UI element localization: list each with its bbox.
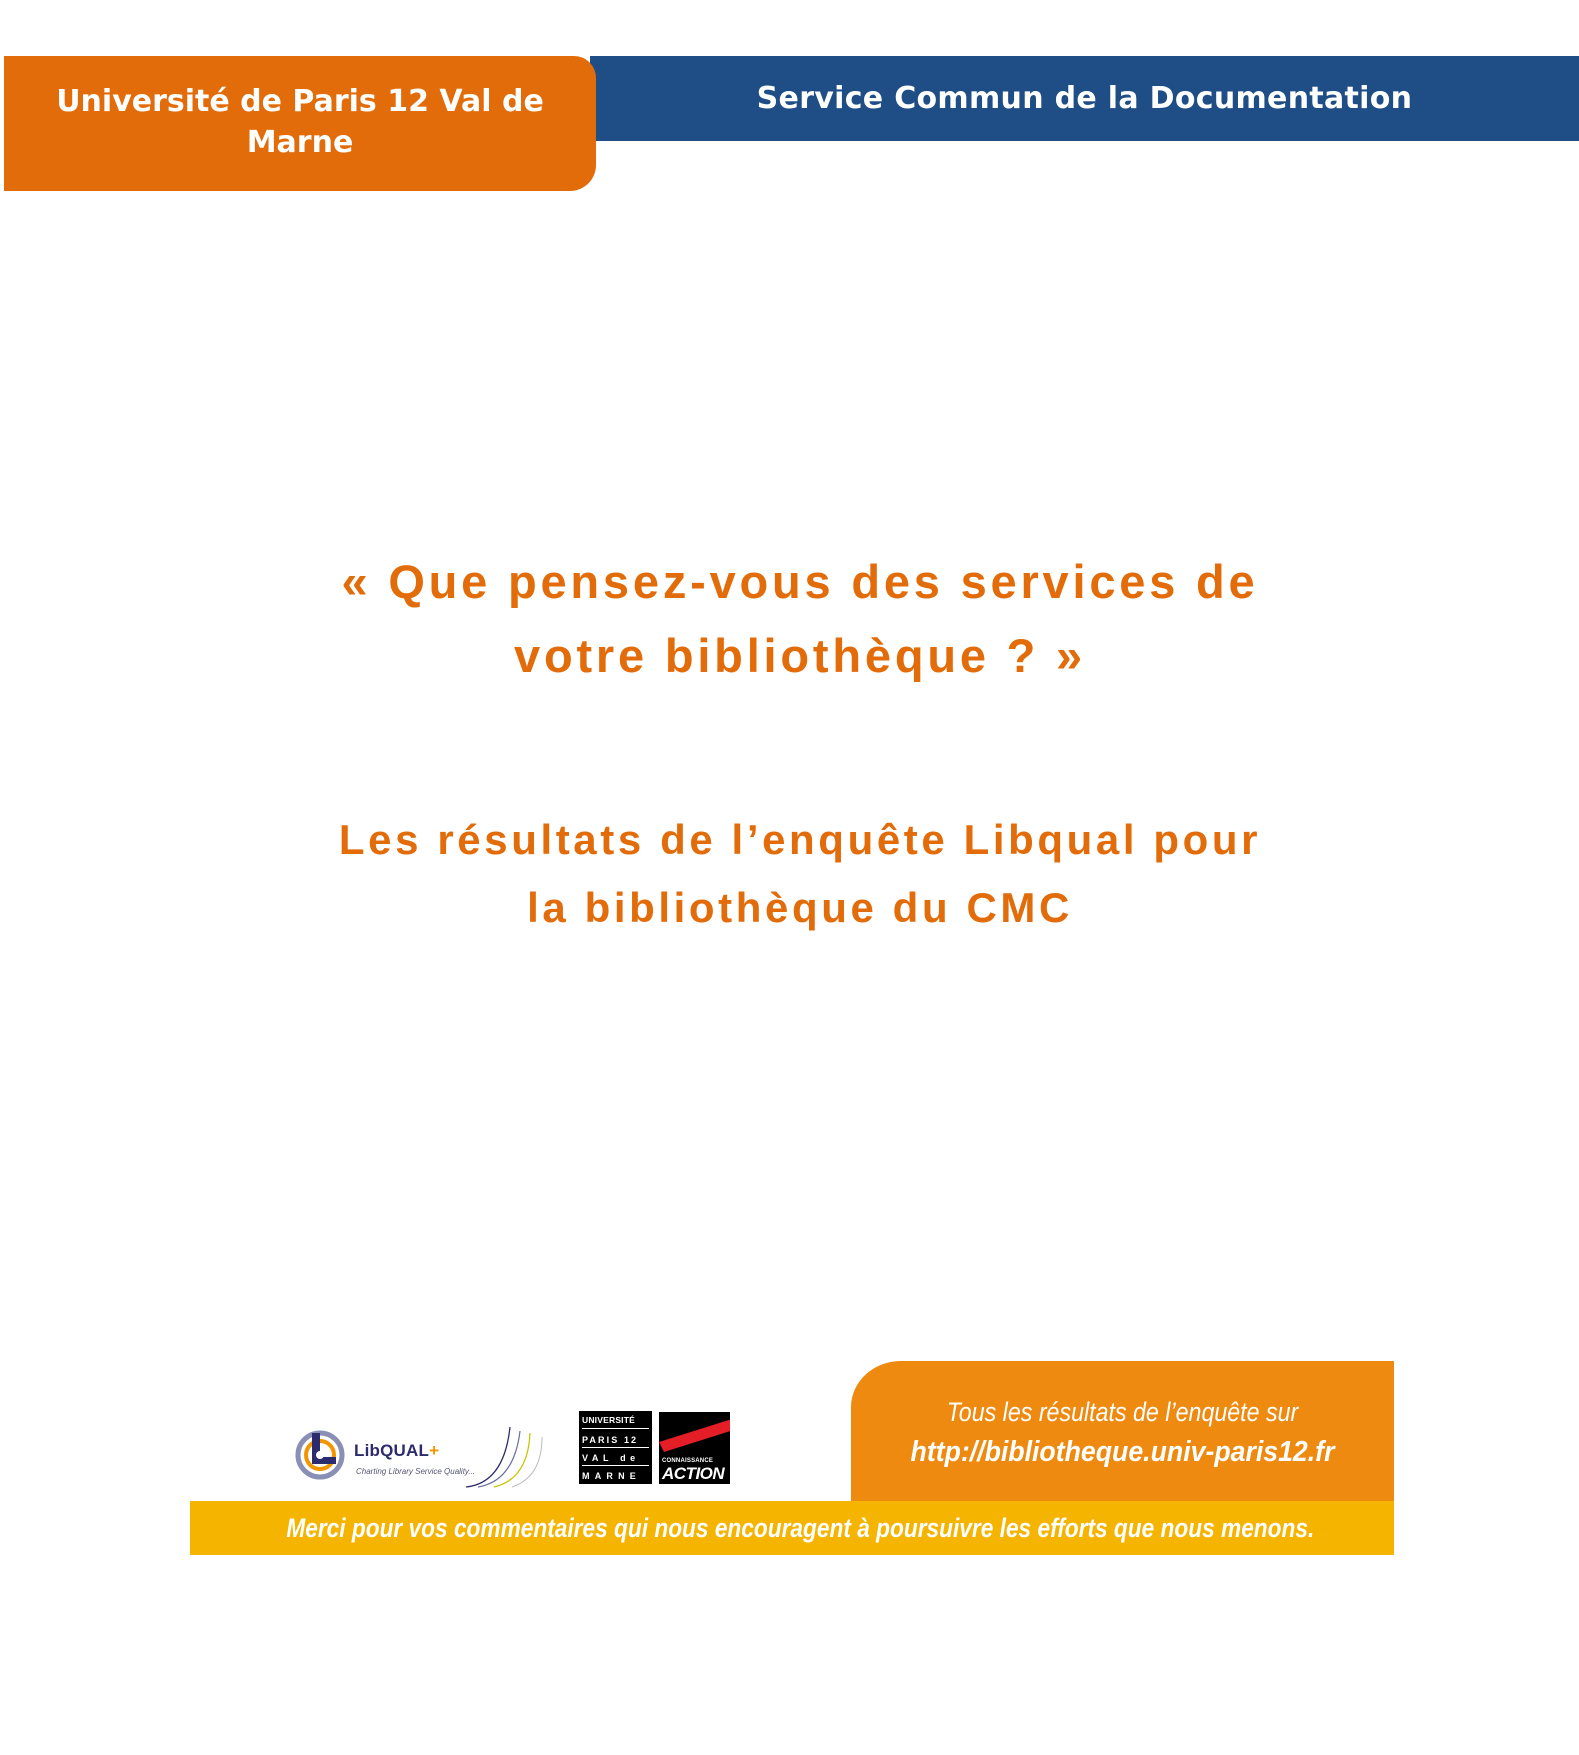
ca-logo-box: [659, 1412, 730, 1484]
ca-red-stripe-icon: [659, 1412, 730, 1452]
results-intro: Tous les résultats de l’enquête sur: [946, 1397, 1299, 1427]
header-university-banner: [4, 56, 596, 191]
service-title: Service Commun de la Documentation: [756, 81, 1413, 116]
up12-separator: [582, 1465, 649, 1466]
up12-line-4: MARNE: [582, 1471, 641, 1481]
ca-small-text: CONNAISSANCE: [662, 1458, 714, 1464]
main-title-line-2: votre bibliothèque ? »: [514, 629, 1086, 682]
header-service-banner: [590, 56, 1579, 141]
subtitle-line-1: Les résultats de l’enquête Libqual pour: [338, 816, 1262, 863]
libqual-emblem-icon: [292, 1427, 348, 1483]
main-title: [180, 545, 1420, 693]
up12-separator: [582, 1428, 649, 1429]
thanks-text: Merci pour vos commentaires qui nous encouragent à poursuivre les efforts que nous menons.: [286, 1513, 1315, 1543]
thanks-banner: [190, 1501, 1394, 1555]
subtitle-line-2: la bibliothèque du CMC: [527, 884, 1073, 931]
subtitle: [180, 806, 1420, 942]
libqual-swoosh-icon: [464, 1423, 564, 1489]
results-url-link[interactable]: http://bibliotheque.univ-paris12.fr: [910, 1436, 1335, 1468]
connaissance-action-logo: [657, 1408, 757, 1484]
up12-line-1: UNIVERSITÉ: [582, 1415, 636, 1425]
university-title-line-2: Marne: [246, 125, 354, 160]
up12-line-2: PARIS 12: [582, 1435, 639, 1445]
up12-separator: [582, 1447, 649, 1448]
results-banner: [851, 1361, 1394, 1502]
universite-paris12-logo: [579, 1411, 652, 1484]
libqual-tagline: Charting Library Service Quality...: [356, 1467, 476, 1476]
libqual-name: [354, 1441, 439, 1461]
university-title: [4, 81, 596, 163]
university-title-line-1: Université de Paris 12 Val de: [56, 84, 544, 119]
libqual-name-text: LibQUAL: [354, 1441, 430, 1460]
main-title-line-1: « Que pensez-vous des services de: [341, 555, 1259, 608]
ca-big-text: ACTION: [662, 1464, 725, 1483]
libqual-logo: [292, 1423, 562, 1489]
libqual-plus: +: [429, 1441, 440, 1460]
up12-line-3: VAL de: [582, 1453, 640, 1463]
